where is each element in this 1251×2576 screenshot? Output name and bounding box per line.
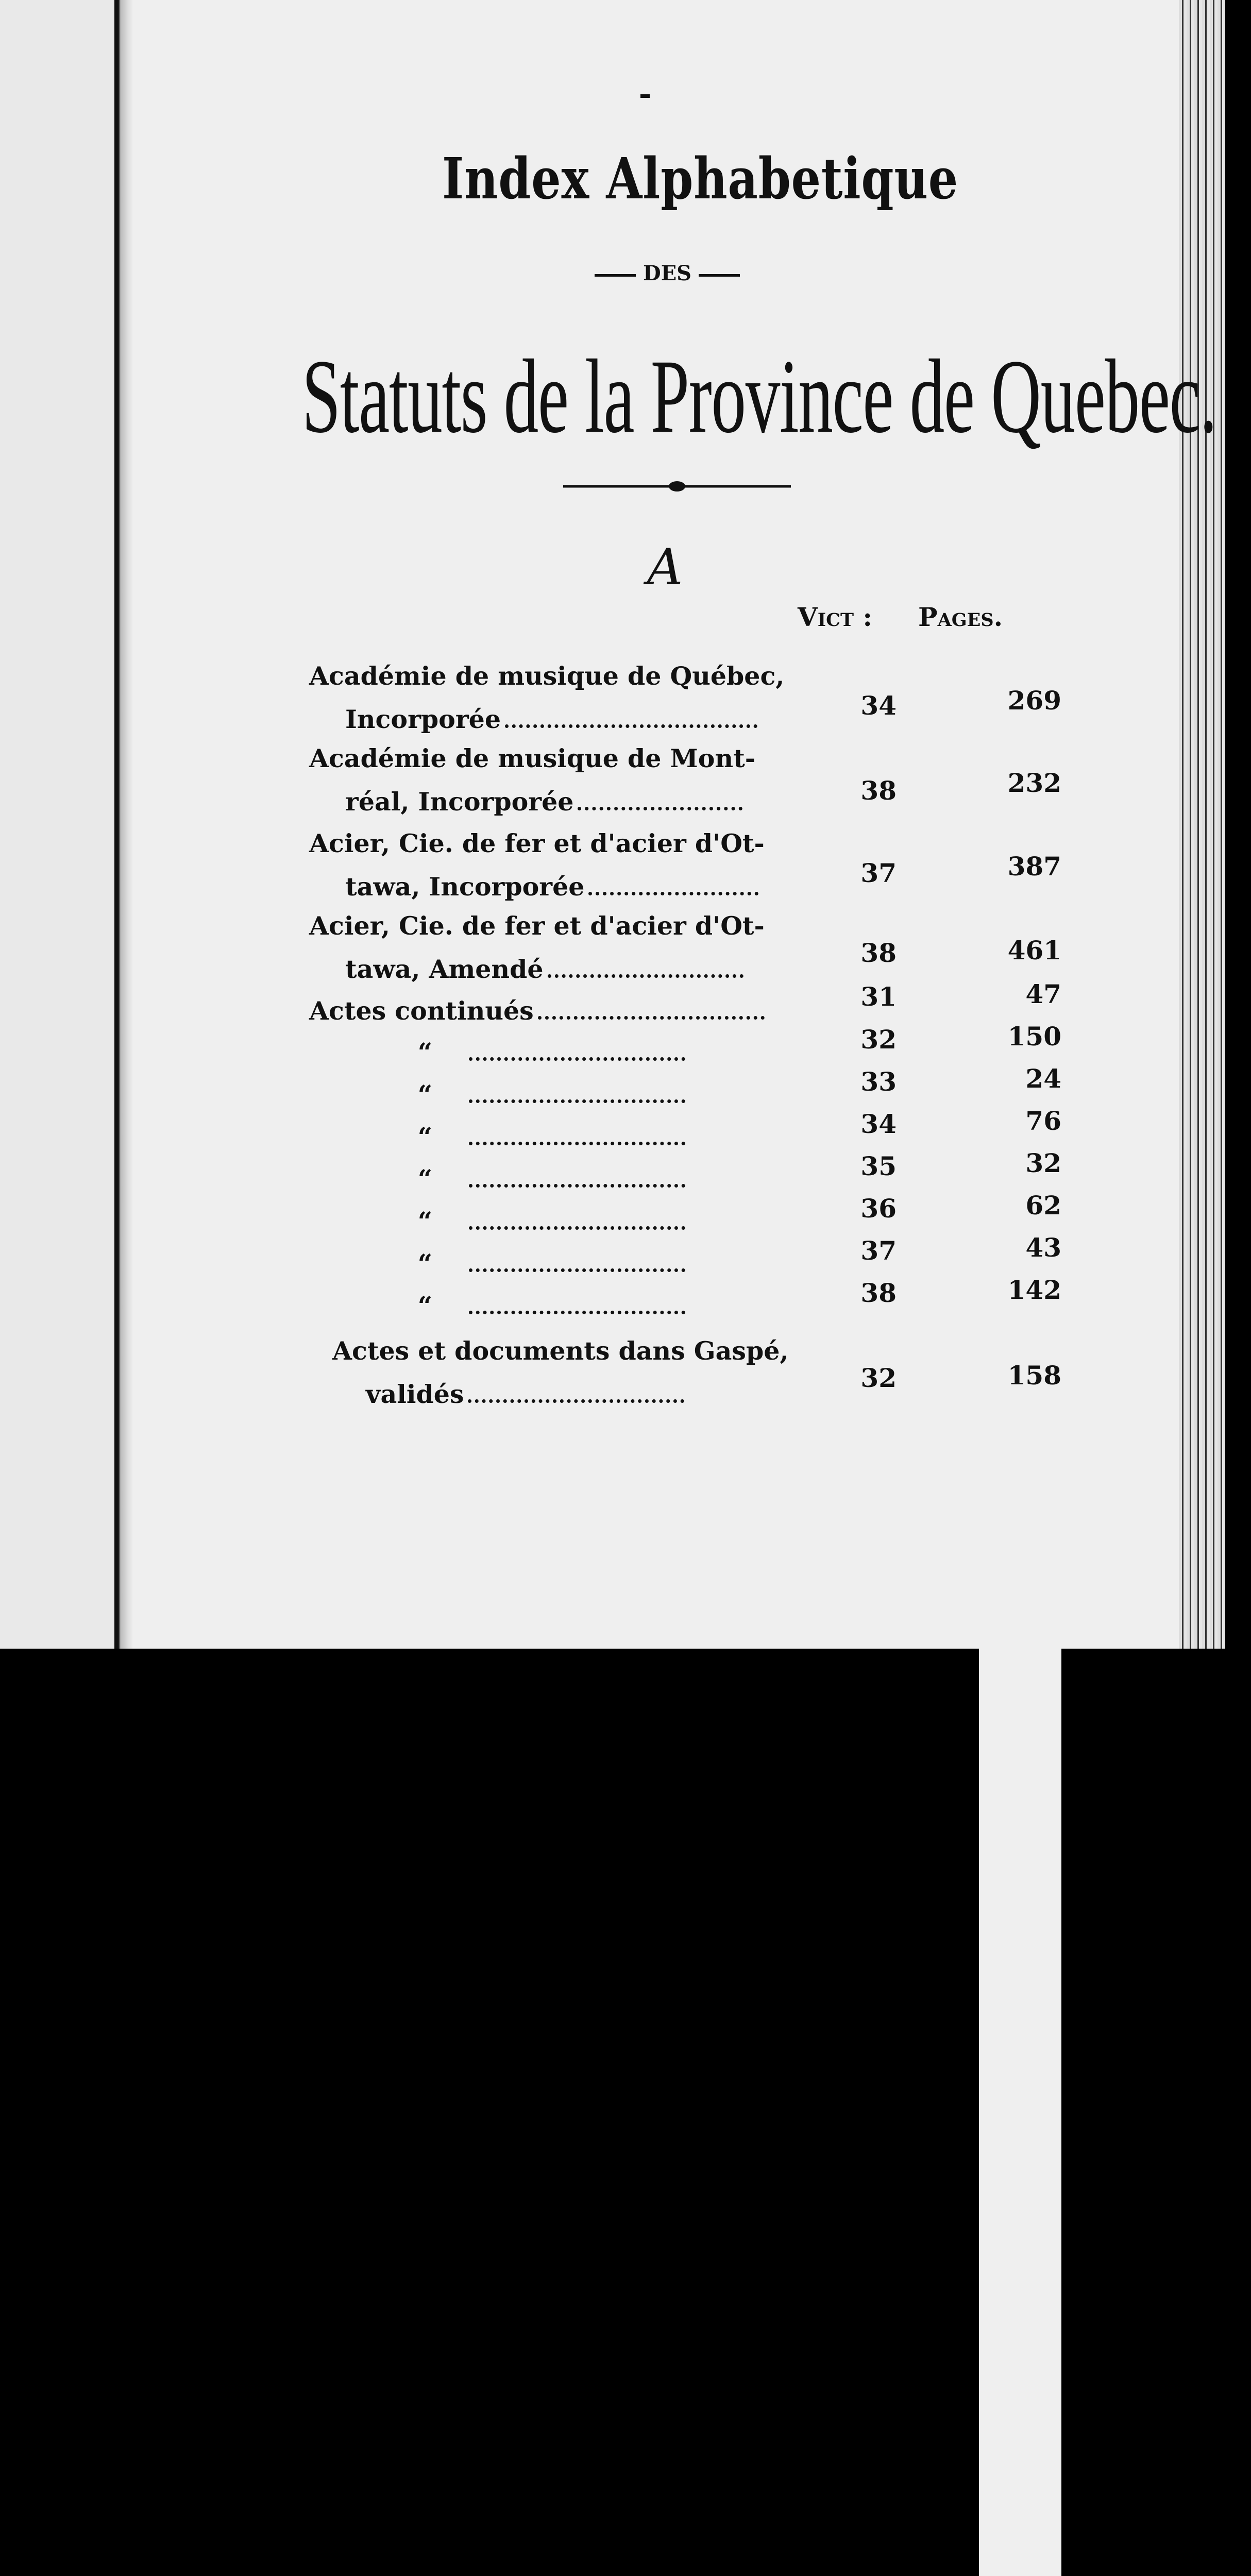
ditto-mark: “ bbox=[417, 1079, 433, 1109]
ditto-mark: “ bbox=[417, 1248, 433, 1278]
page-stack-edge bbox=[1179, 0, 1225, 1677]
entry-text-cont: validés bbox=[366, 1379, 464, 1409]
ditto-mark: “ bbox=[417, 1037, 433, 1067]
entry-text-cont: réal, Incorporée bbox=[345, 787, 574, 817]
leader-dots bbox=[469, 1226, 685, 1230]
column-head-pages: Pages. bbox=[918, 602, 1003, 632]
index-entry bbox=[309, 1199, 783, 1243]
vict-number: 33 bbox=[860, 1066, 897, 1097]
entry-text-cont: Incorporée bbox=[345, 704, 501, 734]
page-number: 32 bbox=[979, 1148, 1061, 2576]
index-entry bbox=[309, 1329, 789, 1416]
entry-text: Actes continués bbox=[309, 996, 534, 1026]
index-entry bbox=[309, 1284, 783, 1327]
vict-number: 36 bbox=[860, 1193, 897, 1224]
index-entry bbox=[309, 904, 783, 991]
entry-text: Académie de musique de Québec, bbox=[309, 661, 785, 691]
entry-text: Académie de musique de Mont- bbox=[309, 743, 756, 773]
leader-dots bbox=[505, 724, 757, 728]
title-des bbox=[587, 261, 747, 286]
leader-dots bbox=[538, 1016, 765, 1020]
entry-text: Acier, Cie. de fer et d'acier d'Ot- bbox=[309, 828, 765, 858]
vict-number: 38 bbox=[860, 938, 897, 968]
leader-dots bbox=[588, 892, 758, 895]
page-number: 269 bbox=[979, 685, 1061, 2363]
index-entry bbox=[309, 1073, 783, 1116]
index-entry bbox=[309, 989, 783, 1032]
ditto-mark: “ bbox=[417, 1291, 433, 1320]
page-number: 76 bbox=[979, 1106, 1061, 2576]
vict-number: 35 bbox=[860, 1151, 897, 1181]
leader-dots bbox=[469, 1099, 685, 1103]
page-number: 387 bbox=[979, 851, 1061, 2529]
rule-right bbox=[699, 274, 740, 277]
page-number: 142 bbox=[979, 1275, 1061, 2576]
index-entry bbox=[309, 822, 783, 908]
ditto-mark: “ bbox=[417, 1164, 433, 1194]
section-letter: A bbox=[647, 538, 683, 596]
vict-number: 32 bbox=[860, 1363, 897, 1393]
page-number: 47 bbox=[979, 979, 1061, 2576]
index-entry bbox=[309, 1030, 783, 1074]
leader-dots bbox=[578, 807, 742, 810]
vict-number: 34 bbox=[860, 690, 897, 721]
vict-number: 38 bbox=[860, 775, 897, 806]
leader-dots bbox=[469, 1142, 685, 1145]
vict-number: 32 bbox=[860, 1024, 897, 1055]
title-index-alphabetique: Index Alphabetique bbox=[442, 145, 958, 212]
vict-number: 31 bbox=[860, 981, 897, 1012]
leader-dots bbox=[548, 974, 743, 978]
index-entry bbox=[309, 737, 783, 823]
facing-page-edge bbox=[0, 0, 134, 1677]
entry-text-cont: tawa, Amendé bbox=[345, 954, 544, 984]
page-number: 150 bbox=[979, 1021, 1061, 2576]
title-statuts: Statuts de la Province de Quebec. bbox=[302, 338, 1216, 455]
vict-number: 37 bbox=[860, 1235, 897, 1266]
book-gutter bbox=[114, 0, 133, 1677]
vict-number: 38 bbox=[860, 1278, 897, 1308]
rule-left bbox=[595, 274, 636, 277]
leader-dots bbox=[469, 1184, 685, 1188]
page-number: 461 bbox=[979, 935, 1061, 2576]
vict-number: 34 bbox=[860, 1109, 897, 1139]
ditto-mark: “ bbox=[417, 1122, 433, 1151]
leader-dots bbox=[469, 1057, 685, 1061]
page-number: 158 bbox=[979, 1360, 1061, 2576]
title-des-text: DES bbox=[643, 261, 692, 285]
index-entry bbox=[309, 1157, 783, 1200]
page-number: 43 bbox=[979, 1232, 1061, 2576]
column-head-vict: Vict : bbox=[798, 602, 872, 632]
scan-border bbox=[0, 1649, 1251, 1677]
entry-text: Acier, Cie. de fer et d'acier d'Ot- bbox=[309, 911, 765, 941]
index-entry bbox=[309, 1115, 783, 1158]
vict-number: 37 bbox=[860, 858, 897, 888]
index-entry bbox=[309, 1242, 783, 1285]
page-number: 62 bbox=[979, 1190, 1061, 2576]
leader-dots bbox=[469, 1311, 685, 1314]
page-number: 232 bbox=[979, 768, 1061, 2445]
entry-text-cont: tawa, Incorporée bbox=[345, 872, 585, 902]
top-mark bbox=[640, 94, 650, 98]
leader-dots bbox=[469, 1268, 685, 1272]
leader-dots bbox=[468, 1399, 684, 1403]
ditto-mark: “ bbox=[417, 1206, 433, 1236]
entry-text: Actes et documents dans Gaspé, bbox=[332, 1336, 789, 1366]
ornament-rule bbox=[563, 480, 791, 493]
index-entry bbox=[309, 654, 783, 741]
page-number: 24 bbox=[979, 1063, 1061, 2576]
